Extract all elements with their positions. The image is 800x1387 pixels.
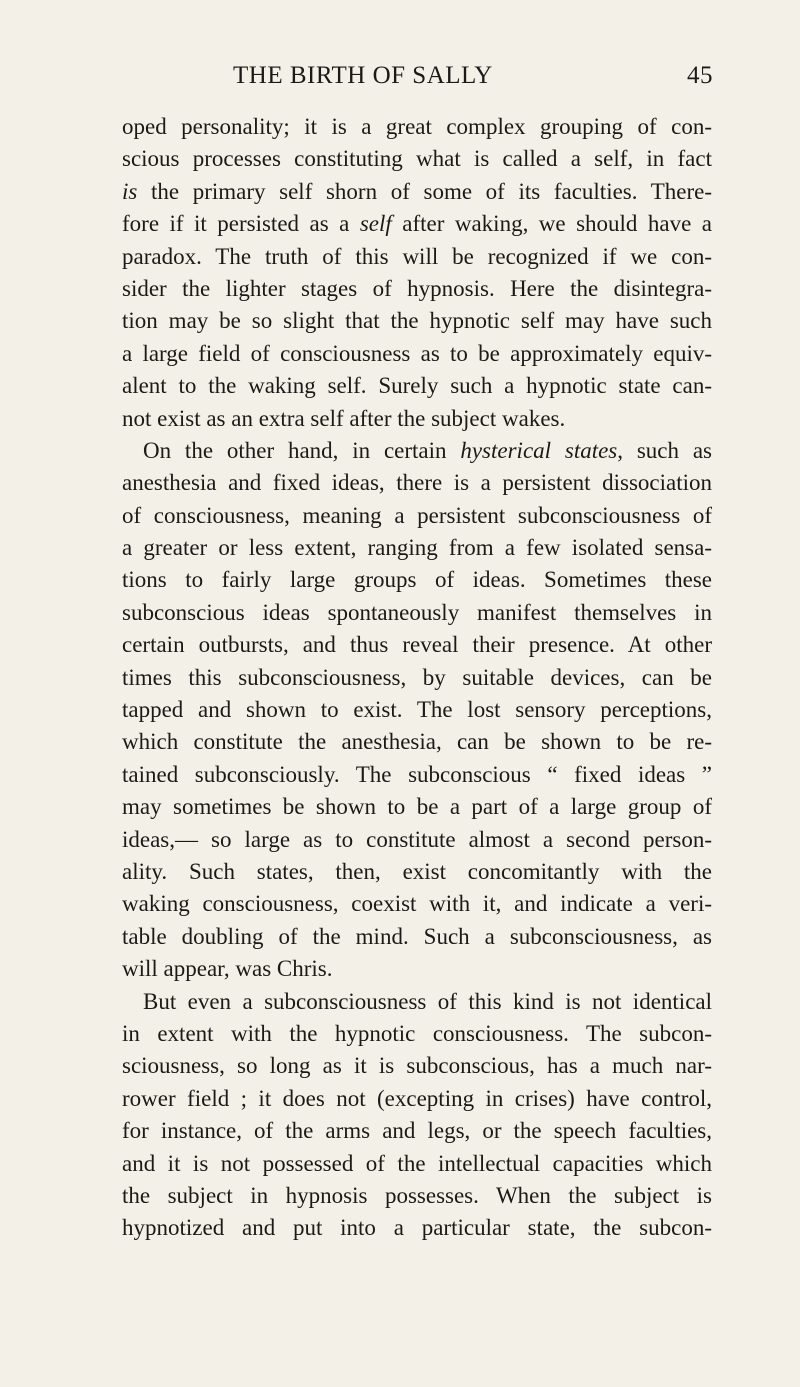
- text-line: is the primary self shorn of some of its faculties. There-: [122, 178, 712, 204]
- italic-text: is: [122, 178, 138, 204]
- text-line: But even a subconsciousness of this kind is not identical: [143, 988, 712, 1014]
- text-line: which constitute the anesthesia, can be shown to be re-: [122, 729, 712, 755]
- text-line: scious processes constituting what is called a self, in fact: [122, 146, 712, 172]
- text-line: table doubling of the mind. Such a subconsciousness, as: [122, 923, 712, 949]
- text-line: times this subconsciousness, by suitable devices, can be: [122, 664, 712, 690]
- text-line: in extent with the hypnotic consciousness. The subcon-: [122, 1020, 712, 1046]
- text-line: not exist as an extra self after the subject wakes.: [122, 405, 566, 431]
- text-line: for instance, of the arms and legs, or the speech faculties,: [122, 1118, 712, 1144]
- text-line: may sometimes be shown to be a part of a large group of: [122, 794, 712, 820]
- text-line: a greater or less extent, ranging from a few isolated sensa-: [122, 535, 712, 561]
- text-line: tained subconsciously. The subconscious “ fixed ideas ”: [122, 761, 712, 787]
- italic-text: hysterical states: [460, 437, 618, 463]
- running-title: THE BIRTH OF SALLY: [233, 62, 493, 89]
- text-line: ideas,— so large as to constitute almost a second person-: [122, 826, 712, 852]
- text-line: will appear, was Chris.: [122, 956, 333, 982]
- text-line: tions to fairly large groups of ideas. Sometimes these: [122, 567, 712, 593]
- text-line: sider the lighter stages of hypnosis. Here the disintegra-: [122, 275, 712, 301]
- text-line: of consciousness, meaning a persistent subconsciousness of: [122, 502, 712, 528]
- text-line: anesthesia and fixed ideas, there is a persistent dissociation: [122, 470, 712, 496]
- text-line: rower field ; it does not (excepting in crises) have control,: [122, 1085, 712, 1111]
- text-line: On the other hand, in certain hysterical states, such as: [143, 437, 712, 463]
- text-line: hypnotized and put into a particular state, the subcon-: [122, 1215, 712, 1241]
- text-line: a large field of consciousness as to be approximately equiv-: [122, 340, 712, 366]
- running-head: [233, 62, 713, 96]
- text-line: oped personality; it is a great complex grouping of con-: [122, 114, 712, 139]
- text-line: and it is not possessed of the intellectual capacities which: [122, 1150, 712, 1176]
- text-line: fore if it persisted as a self after waking, we should have a: [122, 211, 712, 237]
- body-text: [122, 111, 712, 1245]
- text-line: the subject in hypnosis possesses. When the subject is: [122, 1182, 712, 1208]
- text-line: tion may be so slight that the hypnotic self may have such: [122, 308, 712, 334]
- italic-text: self: [359, 211, 392, 237]
- text-line: waking consciousness, coexist with it, and indicate a veri-: [122, 891, 712, 917]
- text-line: tapped and shown to exist. The lost sensory perceptions,: [122, 697, 712, 723]
- page-number: 45: [687, 62, 713, 89]
- text-line: paradox. The truth of this will be recognized if we con-: [122, 243, 712, 269]
- text-line: alent to the waking self. Surely such a hypnotic state can-: [122, 373, 712, 399]
- text-line: certain outbursts, and thus reveal their presence. At other: [122, 632, 712, 658]
- text-line: subconscious ideas spontaneously manifest themselves in: [122, 599, 712, 625]
- text-line: ality. Such states, then, exist concomitantly with the: [122, 858, 712, 884]
- text-line: sciousness, so long as it is subconscious, has a much nar-: [122, 1053, 712, 1079]
